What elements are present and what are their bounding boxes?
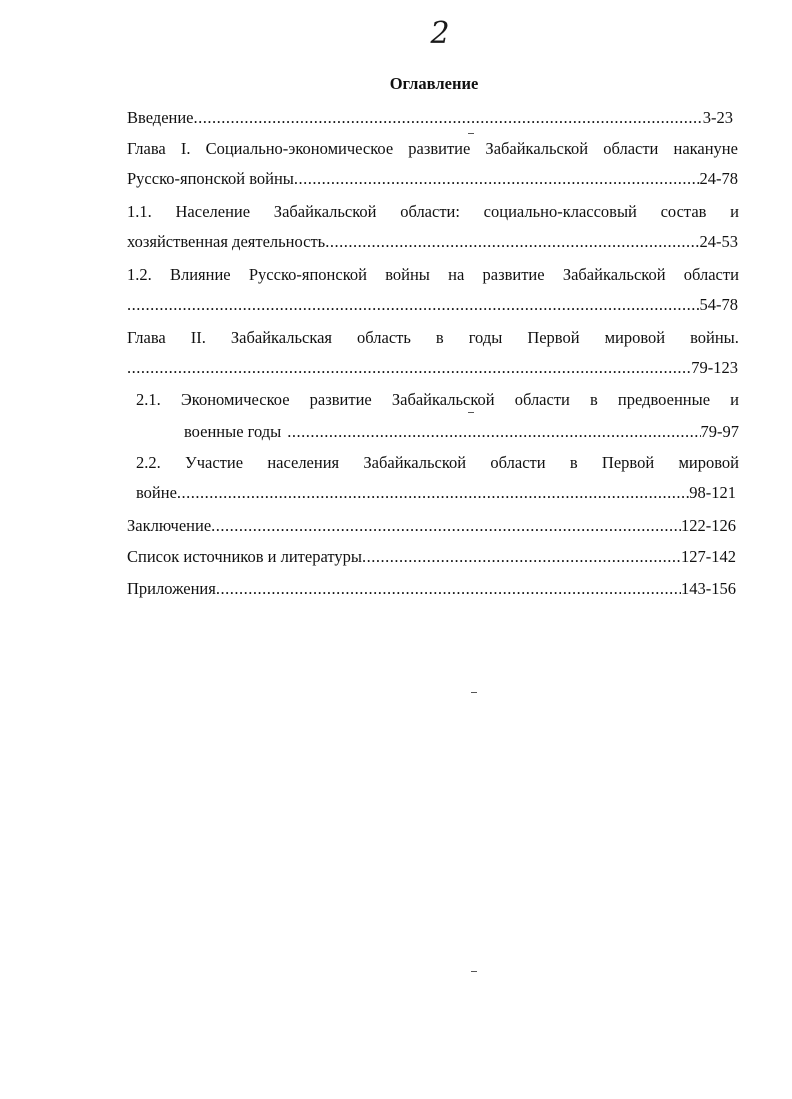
toc-entry-chapter1-line1 xyxy=(127,138,738,160)
toc-word: Социально-экономическое xyxy=(205,139,394,158)
toc-word: Участие xyxy=(185,453,244,472)
toc-dot-leader xyxy=(194,107,703,129)
toc-word: населения xyxy=(267,453,340,472)
toc-word: и xyxy=(730,202,739,221)
toc-word: Русско-японской xyxy=(248,265,367,284)
toc-entry-label: военные годы xyxy=(184,422,282,441)
toc-word: Первой xyxy=(601,453,655,472)
handwritten-page-number: 2 xyxy=(430,16,450,51)
toc-entry-s11-line2 xyxy=(127,231,738,253)
toc-entry-label: Русско-японской войны xyxy=(127,169,294,188)
toc-entry-pages: 98-121 xyxy=(689,483,736,502)
toc-word: области xyxy=(683,265,739,284)
toc-word: войны xyxy=(385,265,430,284)
toc-entry-sources xyxy=(127,546,736,568)
toc-entry-pages: 143-156 xyxy=(681,579,736,598)
toc-dot-leader xyxy=(211,515,681,537)
toc-entry-s21-line2 xyxy=(184,421,739,443)
toc-entry-pages: 79-97 xyxy=(700,422,739,441)
toc-entry-label: Приложения xyxy=(127,579,216,598)
toc-entry-s11-line1 xyxy=(127,201,739,223)
toc-dot-leader xyxy=(294,168,700,190)
toc-entry-s12-line2 xyxy=(127,294,738,316)
toc-word: области xyxy=(514,390,570,409)
toc-word: Забайкальской xyxy=(562,265,666,284)
toc-word: область xyxy=(357,328,411,347)
toc-word: в xyxy=(590,390,598,409)
toc-word: социально-классовый xyxy=(483,202,637,221)
toc-word: 2.1. xyxy=(136,390,161,409)
toc-dot-leader xyxy=(216,578,681,600)
toc-word: накануне xyxy=(673,139,738,158)
toc-word: 1.1. xyxy=(127,202,152,221)
toc-entry-label: войне xyxy=(136,483,177,502)
toc-word: области xyxy=(490,453,546,472)
scan-speck xyxy=(471,692,477,693)
toc-dot-leader xyxy=(325,231,699,253)
toc-word: развитие xyxy=(408,139,471,158)
toc-entry-pages: 127-142 xyxy=(681,547,736,566)
toc-entry-label: хозяйственная деятельность xyxy=(127,232,326,251)
scan-speck xyxy=(468,133,474,134)
toc-word: состав xyxy=(660,202,707,221)
toc-entry-s21-line1 xyxy=(136,389,739,411)
toc-entry-pages: 79-123 xyxy=(691,358,738,377)
toc-entry-s22-line1 xyxy=(136,452,739,474)
toc-dot-leader xyxy=(362,546,681,568)
toc-entry-label: Заключение xyxy=(127,516,212,535)
toc-word: Забайкальская xyxy=(230,328,333,347)
toc-word: II. xyxy=(190,328,206,347)
toc-dot-leader xyxy=(287,421,700,443)
toc-dot-leader xyxy=(177,482,689,504)
toc-entry-intro xyxy=(127,107,733,129)
toc-word: области xyxy=(603,139,659,158)
toc-word: Забайкальской xyxy=(485,139,589,158)
toc-entry-s12-line1 xyxy=(127,264,739,286)
toc-entry-appendix xyxy=(127,578,736,600)
toc-word: на xyxy=(448,265,465,284)
toc-entry-pages: 24-53 xyxy=(699,232,738,251)
toc-word: Глава xyxy=(127,328,166,347)
toc-word: 1.2. xyxy=(127,265,152,284)
toc-entry-pages: 122-126 xyxy=(681,516,736,535)
toc-entry-pages: 54-78 xyxy=(699,295,738,314)
toc-word: мировой xyxy=(678,453,739,472)
toc-word: развитие xyxy=(309,390,372,409)
toc-entry-pages: 3-23 xyxy=(702,108,733,127)
toc-word: Население xyxy=(175,202,251,221)
toc-word: мировой xyxy=(604,328,666,347)
toc-word: предвоенные xyxy=(617,390,711,409)
toc-entry-chapter2-line2 xyxy=(127,357,738,379)
toc-word: Глава xyxy=(127,139,166,158)
toc-word: Экономическое xyxy=(180,390,290,409)
toc-entry-chapter2-line1 xyxy=(127,327,739,349)
toc-word: Первой xyxy=(527,328,580,347)
toc-dot-leader xyxy=(127,294,700,316)
toc-word: Забайкальской xyxy=(391,390,495,409)
toc-word: Забайкальской xyxy=(273,202,377,221)
toc-word: войны. xyxy=(690,328,739,347)
toc-word: Влияние xyxy=(169,265,231,284)
toc-entry-chapter1-line2 xyxy=(127,168,738,190)
toc-entry-label: Список источников и литературы xyxy=(127,547,362,566)
toc-word: 2.2. xyxy=(136,453,161,472)
toc-entry-pages: 24-78 xyxy=(699,169,738,188)
toc-entry-conclusion xyxy=(127,515,736,537)
toc-word: годы xyxy=(468,328,503,347)
toc-word: и xyxy=(730,390,739,409)
scan-speck xyxy=(471,971,477,972)
toc-dot-leader xyxy=(127,357,691,379)
scan-speck xyxy=(468,412,474,413)
toc-word: развитие xyxy=(482,265,545,284)
toc-word: I. xyxy=(180,139,191,158)
toc-entry-s22-line2 xyxy=(136,482,736,504)
toc-word: Забайкальской xyxy=(363,453,467,472)
toc-word: области: xyxy=(400,202,460,221)
toc-entry-label: Введение xyxy=(127,108,194,127)
toc-title: Оглавление xyxy=(389,74,479,93)
toc-word: в xyxy=(569,453,578,472)
toc-word: в xyxy=(435,328,444,347)
